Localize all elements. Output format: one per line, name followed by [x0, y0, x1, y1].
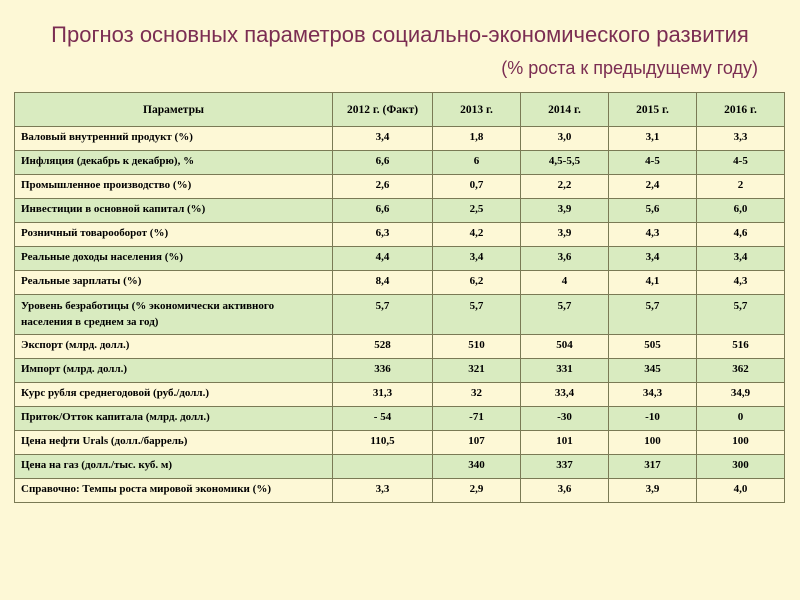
- cell-2012: 110,5: [333, 431, 433, 455]
- cell-parameter: Экспорт (млрд. долл.): [15, 335, 333, 359]
- header-cell-2014: 2014 г.: [521, 93, 609, 127]
- table-row: [15, 359, 785, 383]
- cell-2015: 5,7: [609, 295, 697, 335]
- cell-2016: 100: [697, 431, 785, 455]
- cell-2014: 33,4: [521, 383, 609, 407]
- cell-2014: 3,0: [521, 127, 609, 151]
- cell-2012: 8,4: [333, 271, 433, 295]
- cell-2015: 505: [609, 335, 697, 359]
- cell-parameter: Цена нефти Urals (долл./баррель): [15, 431, 333, 455]
- cell-2013: 2,9: [433, 479, 521, 503]
- cell-2015: 3,4: [609, 247, 697, 271]
- table-row: [15, 431, 785, 455]
- page-subtitle: (% роста к предыдущему году): [501, 58, 758, 78]
- cell-2012: 6,6: [333, 151, 433, 175]
- cell-2016: 516: [697, 335, 785, 359]
- cell-2016: 4,6: [697, 223, 785, 247]
- cell-2014: 3,9: [521, 223, 609, 247]
- cell-2015: 317: [609, 455, 697, 479]
- cell-2012: - 54: [333, 407, 433, 431]
- table-row: [15, 383, 785, 407]
- table-row: [15, 271, 785, 295]
- cell-2013: 0,7: [433, 175, 521, 199]
- cell-2013: 4,2: [433, 223, 521, 247]
- table-row: [15, 247, 785, 271]
- page-title: Прогноз основных параметров социально-экономического развития: [51, 22, 749, 47]
- cell-2016: 2: [697, 175, 785, 199]
- cell-2013: 107: [433, 431, 521, 455]
- table-row: [15, 127, 785, 151]
- table-row: [15, 199, 785, 223]
- table-row: [15, 407, 785, 431]
- cell-parameter: Курс рубля среднегодовой (руб./долл.): [15, 383, 333, 407]
- cell-2016: 362: [697, 359, 785, 383]
- cell-2013: 2,5: [433, 199, 521, 223]
- cell-2016: 6,0: [697, 199, 785, 223]
- cell-2014: 4,5-5,5: [521, 151, 609, 175]
- header-cell-2016: 2016 г.: [697, 93, 785, 127]
- header-cell-2015: 2015 г.: [609, 93, 697, 127]
- cell-2014: 101: [521, 431, 609, 455]
- cell-2016: 34,9: [697, 383, 785, 407]
- cell-2015: 4,1: [609, 271, 697, 295]
- header-cell-2012: 2012 г. (Факт): [333, 93, 433, 127]
- cell-2015: 100: [609, 431, 697, 455]
- cell-2013: 510: [433, 335, 521, 359]
- table-row: [15, 151, 785, 175]
- cell-2016: 3,4: [697, 247, 785, 271]
- cell-parameter: Импорт (млрд. долл.): [15, 359, 333, 383]
- cell-2012: 6,3: [333, 223, 433, 247]
- cell-2013: 32: [433, 383, 521, 407]
- cell-2016: 4,0: [697, 479, 785, 503]
- cell-2012: 31,3: [333, 383, 433, 407]
- cell-2014: 504: [521, 335, 609, 359]
- cell-2016: 5,7: [697, 295, 785, 335]
- cell-2015: 4-5: [609, 151, 697, 175]
- cell-parameter: Промышленное производство (%): [15, 175, 333, 199]
- cell-2012: 5,7: [333, 295, 433, 335]
- cell-parameter: Инвестиции в основной капитал (%): [15, 199, 333, 223]
- cell-2014: 3,6: [521, 247, 609, 271]
- cell-parameter: Реальные доходы населения (%): [15, 247, 333, 271]
- cell-2013: -71: [433, 407, 521, 431]
- cell-2014: 4: [521, 271, 609, 295]
- cell-2014: 2,2: [521, 175, 609, 199]
- cell-2013: 3,4: [433, 247, 521, 271]
- cell-2012: 528: [333, 335, 433, 359]
- cell-parameter: Инфляция (декабрь к декабрю), %: [15, 151, 333, 175]
- header-cell-parameters: Параметры: [15, 93, 333, 127]
- table-row: [15, 455, 785, 479]
- cell-2015: 3,9: [609, 479, 697, 503]
- cell-2016: 4-5: [697, 151, 785, 175]
- table-row: [15, 175, 785, 199]
- cell-parameter: Уровень безработицы (% экономически активного населения в среднем за год): [15, 295, 333, 335]
- cell-2014: 337: [521, 455, 609, 479]
- cell-2016: 3,3: [697, 127, 785, 151]
- cell-2012: 3,3: [333, 479, 433, 503]
- cell-2016: 0: [697, 407, 785, 431]
- cell-2013: 321: [433, 359, 521, 383]
- cell-2013: 6,2: [433, 271, 521, 295]
- cell-2014: 3,6: [521, 479, 609, 503]
- header-cell-2013: 2013 г.: [433, 93, 521, 127]
- cell-2015: -10: [609, 407, 697, 431]
- table-row: [15, 295, 785, 335]
- cell-2016: 4,3: [697, 271, 785, 295]
- forecast-table: [14, 92, 785, 503]
- cell-2014: 5,7: [521, 295, 609, 335]
- cell-2012: 4,4: [333, 247, 433, 271]
- cell-parameter: Справочно: Темпы роста мировой экономики (%): [15, 479, 333, 503]
- cell-parameter: Приток/Отток капитала (млрд. долл.): [15, 407, 333, 431]
- table-row: [15, 479, 785, 503]
- cell-parameter: Реальные зарплаты (%): [15, 271, 333, 295]
- cell-parameter: Розничный товарооборот (%): [15, 223, 333, 247]
- cell-2015: 4,3: [609, 223, 697, 247]
- cell-2013: 5,7: [433, 295, 521, 335]
- cell-2015: 34,3: [609, 383, 697, 407]
- cell-2012: 6,6: [333, 199, 433, 223]
- cell-2014: 331: [521, 359, 609, 383]
- cell-2012: 336: [333, 359, 433, 383]
- table-header-row: [15, 93, 785, 127]
- cell-2015: 345: [609, 359, 697, 383]
- cell-parameter: Валовый внутренний продукт (%): [15, 127, 333, 151]
- cell-2012: [333, 455, 433, 479]
- cell-2015: 5,6: [609, 199, 697, 223]
- cell-2013: 1,8: [433, 127, 521, 151]
- cell-2013: 6: [433, 151, 521, 175]
- cell-2013: 340: [433, 455, 521, 479]
- cell-2014: -30: [521, 407, 609, 431]
- cell-parameter: Цена на газ (долл./тыс. куб. м): [15, 455, 333, 479]
- cell-2015: 2,4: [609, 175, 697, 199]
- cell-2016: 300: [697, 455, 785, 479]
- cell-2014: 3,9: [521, 199, 609, 223]
- cell-2015: 3,1: [609, 127, 697, 151]
- cell-2012: 3,4: [333, 127, 433, 151]
- table-row: [15, 223, 785, 247]
- cell-2012: 2,6: [333, 175, 433, 199]
- table-row: [15, 335, 785, 359]
